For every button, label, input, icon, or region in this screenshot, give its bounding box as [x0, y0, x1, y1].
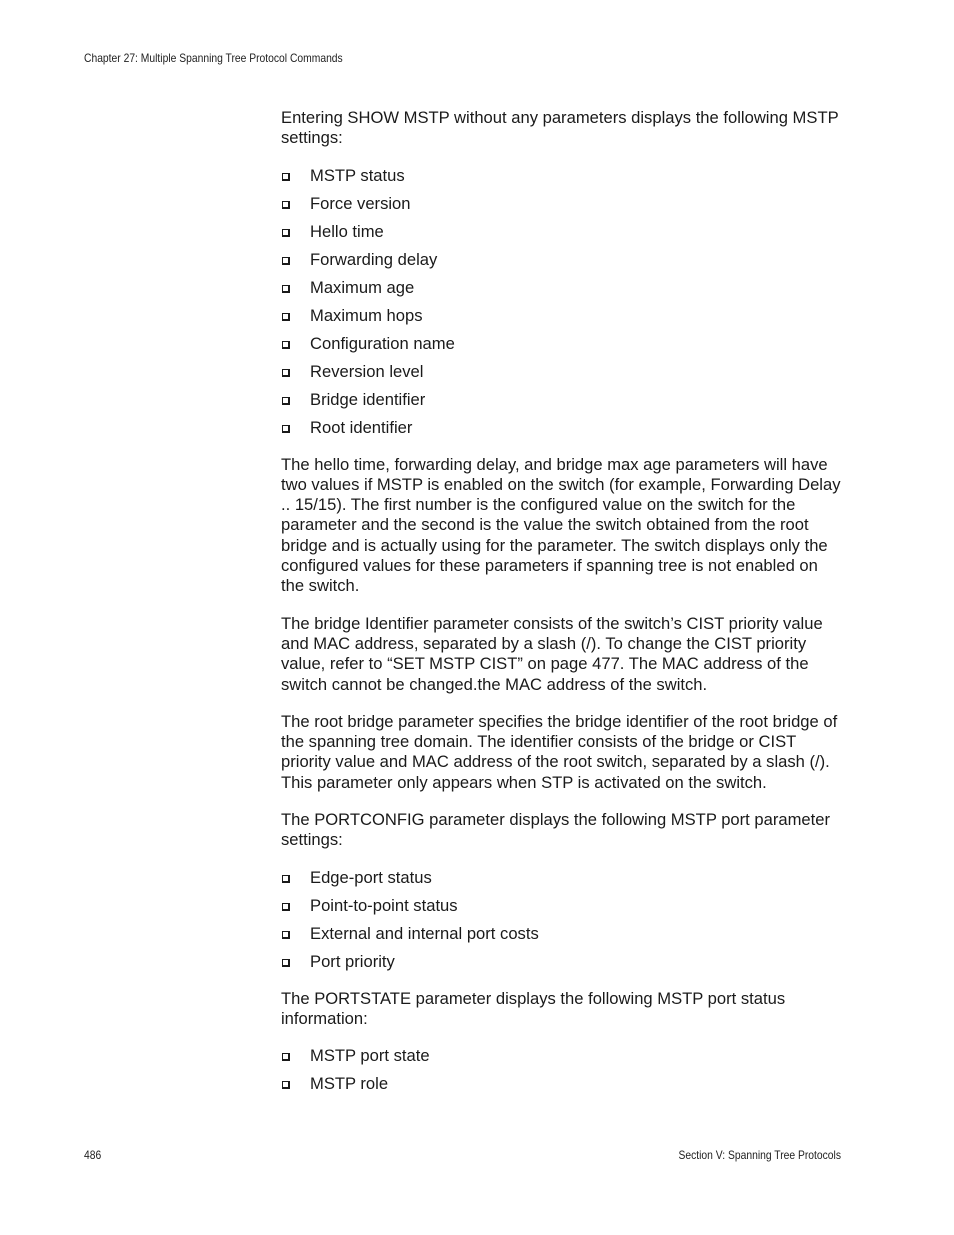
list-item: Root identifier — [281, 418, 841, 438]
intro-paragraph: Entering SHOW MSTP without any parameters displays the following MSTP settings: — [281, 108, 839, 148]
checkbox-bullet-icon — [282, 257, 290, 265]
checkbox-bullet-icon — [282, 229, 290, 237]
settings-list — [281, 166, 841, 438]
running-header: Chapter 27: Multiple Spanning Tree Protocol Commands — [84, 51, 343, 65]
checkbox-bullet-icon — [282, 425, 290, 433]
checkbox-bullet-icon — [282, 1081, 290, 1089]
checkbox-bullet-icon — [282, 173, 290, 181]
list-item: Port priority — [281, 952, 841, 972]
checkbox-bullet-icon — [282, 931, 290, 939]
checkbox-bullet-icon — [282, 875, 290, 883]
checkbox-bullet-icon — [282, 201, 290, 209]
checkbox-bullet-icon — [282, 397, 290, 405]
list-item: Configuration name — [281, 334, 841, 362]
list-item: MSTP status — [281, 166, 841, 194]
portconfig-paragraph: The PORTCONFIG parameter displays the following MSTP port parameter settings: — [281, 810, 831, 850]
checkbox-bullet-icon — [282, 903, 290, 911]
portstate-paragraph: The PORTSTATE parameter displays the following MSTP port status information: — [281, 988, 786, 1028]
body-column — [281, 108, 841, 1094]
list-item: Force version — [281, 194, 841, 222]
bridge-identifier-paragraph: The bridge Identifier parameter consists of the switch’s CIST priority value and MAC address, separated by a slash (/). To change the CIST priority value, refer to “SET MSTP CIST” on page 477. The MAC address of the switch cannot be changed.the MAC address of the switch. — [281, 613, 823, 694]
list-item: Forwarding delay — [281, 250, 841, 278]
portstate-list — [281, 1046, 841, 1094]
checkbox-bullet-icon — [282, 1053, 290, 1061]
list-item: Edge-port status — [281, 868, 841, 896]
list-item: Point-to-point status — [281, 896, 841, 924]
hello-time-paragraph: The hello time, forwarding delay, and bridge max age parameters will have two values if MSTP is enabled on the switch (for example, Forwarding Delay .. 15/15). The first number is the configured value on the switch for the parameter and the second is the value the switch obtained from the root bridge and is actually using for the parameter. The switch displays only the configured values for these parameters if spanning tree is not enabled on the switch. — [281, 454, 841, 596]
checkbox-bullet-icon — [282, 369, 290, 377]
list-item: Maximum hops — [281, 306, 841, 334]
list-item: Maximum age — [281, 278, 841, 306]
list-item: Hello time — [281, 222, 841, 250]
list-item: Bridge identifier — [281, 390, 841, 418]
checkbox-bullet-icon — [282, 313, 290, 321]
list-item: External and internal port costs — [281, 924, 841, 952]
checkbox-bullet-icon — [282, 285, 290, 293]
list-item: Reversion level — [281, 362, 841, 390]
list-item: MSTP port state — [281, 1046, 841, 1074]
page-number: 486 — [84, 1148, 102, 1162]
checkbox-bullet-icon — [282, 341, 290, 349]
list-item: MSTP role — [281, 1074, 841, 1094]
portconfig-list — [281, 868, 841, 972]
checkbox-bullet-icon — [282, 959, 290, 967]
root-bridge-paragraph: The root bridge parameter specifies the bridge identifier of the root bridge of the spanning tree domain. The identifier consists of the bridge or CIST priority value and MAC address of the root switch, separated by a slash (/). This parameter only appears when STP is activated on the switch. — [281, 711, 838, 792]
section-title: Section V: Spanning Tree Protocols — [678, 1148, 841, 1162]
